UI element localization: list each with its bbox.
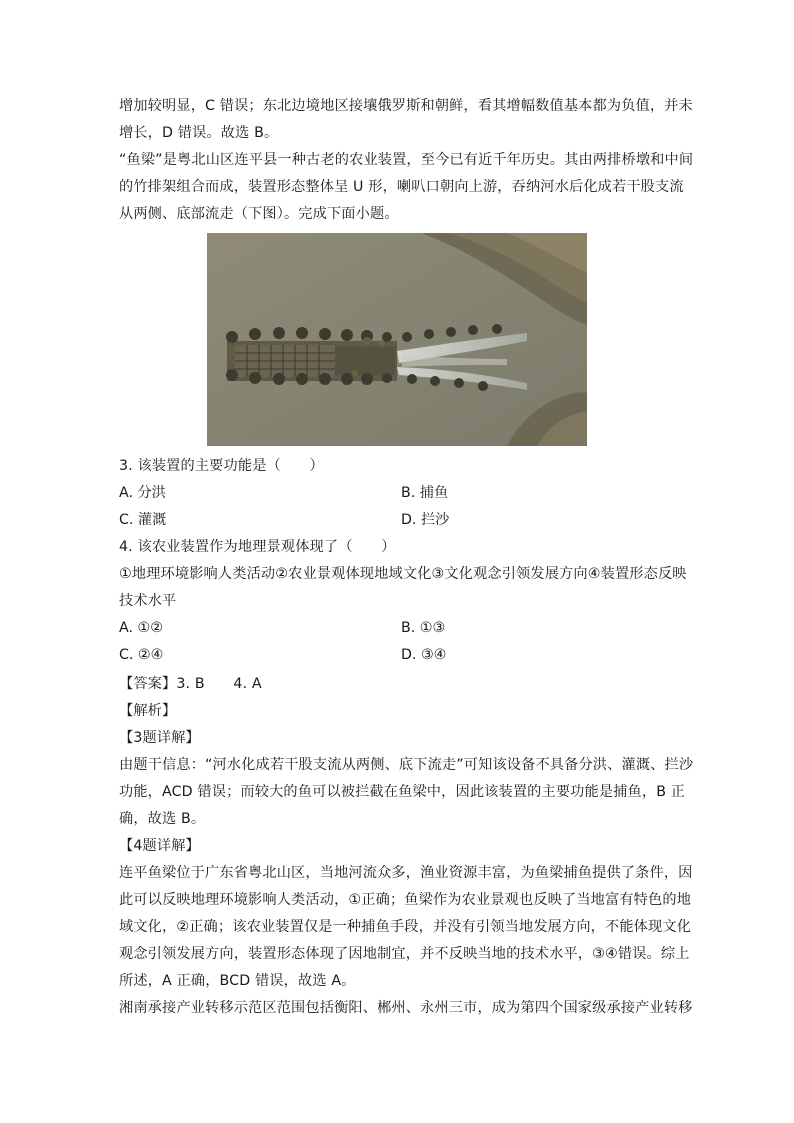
fish-weir-aerial-photo: [207, 233, 587, 446]
intro-line-2: 的竹排架组合而成，装置形态整体呈 U 形，喇叭口朝向上游，吞纳河水后化成若干股支流: [119, 179, 684, 195]
q4-analysis-line-5: 所述，A 正确，BCD 错误，故选 A。: [119, 973, 356, 989]
q4-option-c[interactable]: C. ②④: [119, 647, 164, 663]
question-4-stem: 4. 该农业装置作为地理景观体现了（ ）: [119, 539, 396, 555]
previous-answer-line-2: 增长，D 错误。故选 B。: [119, 125, 279, 141]
q4-analysis-line-3: 域文化，②正确；该农业装置仅是一种捕鱼手段，并没有引领当地发展方向，不能体现文化: [119, 919, 692, 935]
q3-analysis-line-2: 功能，ACD 错误；而较大的鱼可以被拦截在鱼梁中，因此该装置的主要功能是捕鱼，B 正: [119, 784, 686, 800]
q4-analysis-heading: 【4题详解】: [119, 838, 200, 854]
intro-line-3: 从两侧、底部流走（下图）。完成下面小题。: [119, 206, 399, 222]
q3-analysis-line-3: 确，故选 B。: [119, 811, 206, 827]
q4-analysis-line-1: 连平鱼梁位于广东省粤北山区，当地河流众多，渔业资源丰富，为鱼梁捕鱼提供了条件，因: [119, 865, 693, 881]
q3-option-b[interactable]: B. 捕鱼: [401, 485, 449, 501]
q3-analysis-line-1: 由题干信息：“河水化成若干股支流从两侧、底下流走”可知该设备不具备分洪、灌溉、拦沙: [119, 757, 694, 773]
analysis-heading: 【解析】: [119, 703, 177, 719]
q3-option-a[interactable]: A. 分洪: [119, 485, 166, 501]
q3-analysis-heading: 【3题详解】: [119, 730, 200, 746]
q4-option-d[interactable]: D. ③④: [401, 647, 447, 663]
q3-option-d[interactable]: D. 拦沙: [401, 512, 450, 528]
previous-answer-line-1: 增加较明显，C 错误；东北边境地区接壤俄罗斯和朝鲜，看其增幅数值基本都为负值，并未: [119, 98, 693, 114]
q4-option-a[interactable]: A. ①②: [119, 620, 163, 636]
q4-analysis-line-4: 观念引领发展方向，装置形态体现了因地制宜，并不反映当地的技术水平，③④错误。综上: [119, 946, 690, 962]
question-3-stem: 3. 该装置的主要功能是（ ）: [119, 458, 324, 474]
q4-option-b[interactable]: B. ①③: [401, 620, 446, 636]
q4-analysis-line-2: 此可以反映地理环境影响人类活动，①正确；鱼梁作为农业景观也反映了当地富有特色的地: [119, 892, 692, 908]
answer-line: 【答案】3. B 4. A: [119, 676, 262, 692]
q4-statements-line-2: 技术水平: [119, 593, 177, 609]
next-passage-line-1: 湘南承接产业转移示范区范围包括衡阳、郴州、永州三市，成为第四个国家级承接产业转移: [119, 1000, 693, 1016]
intro-line-1: “鱼梁”是粤北山区连平县一种古老的农业装置，至今已有近千年历史。其由两排桥墩和中间: [119, 152, 694, 168]
q4-statements-line-1: ①地理环境影响人类活动②农业景观体现地域文化③文化观念引领发展方向④装置形态反映: [119, 566, 687, 582]
q3-option-c[interactable]: C. 灌溉: [119, 512, 167, 528]
